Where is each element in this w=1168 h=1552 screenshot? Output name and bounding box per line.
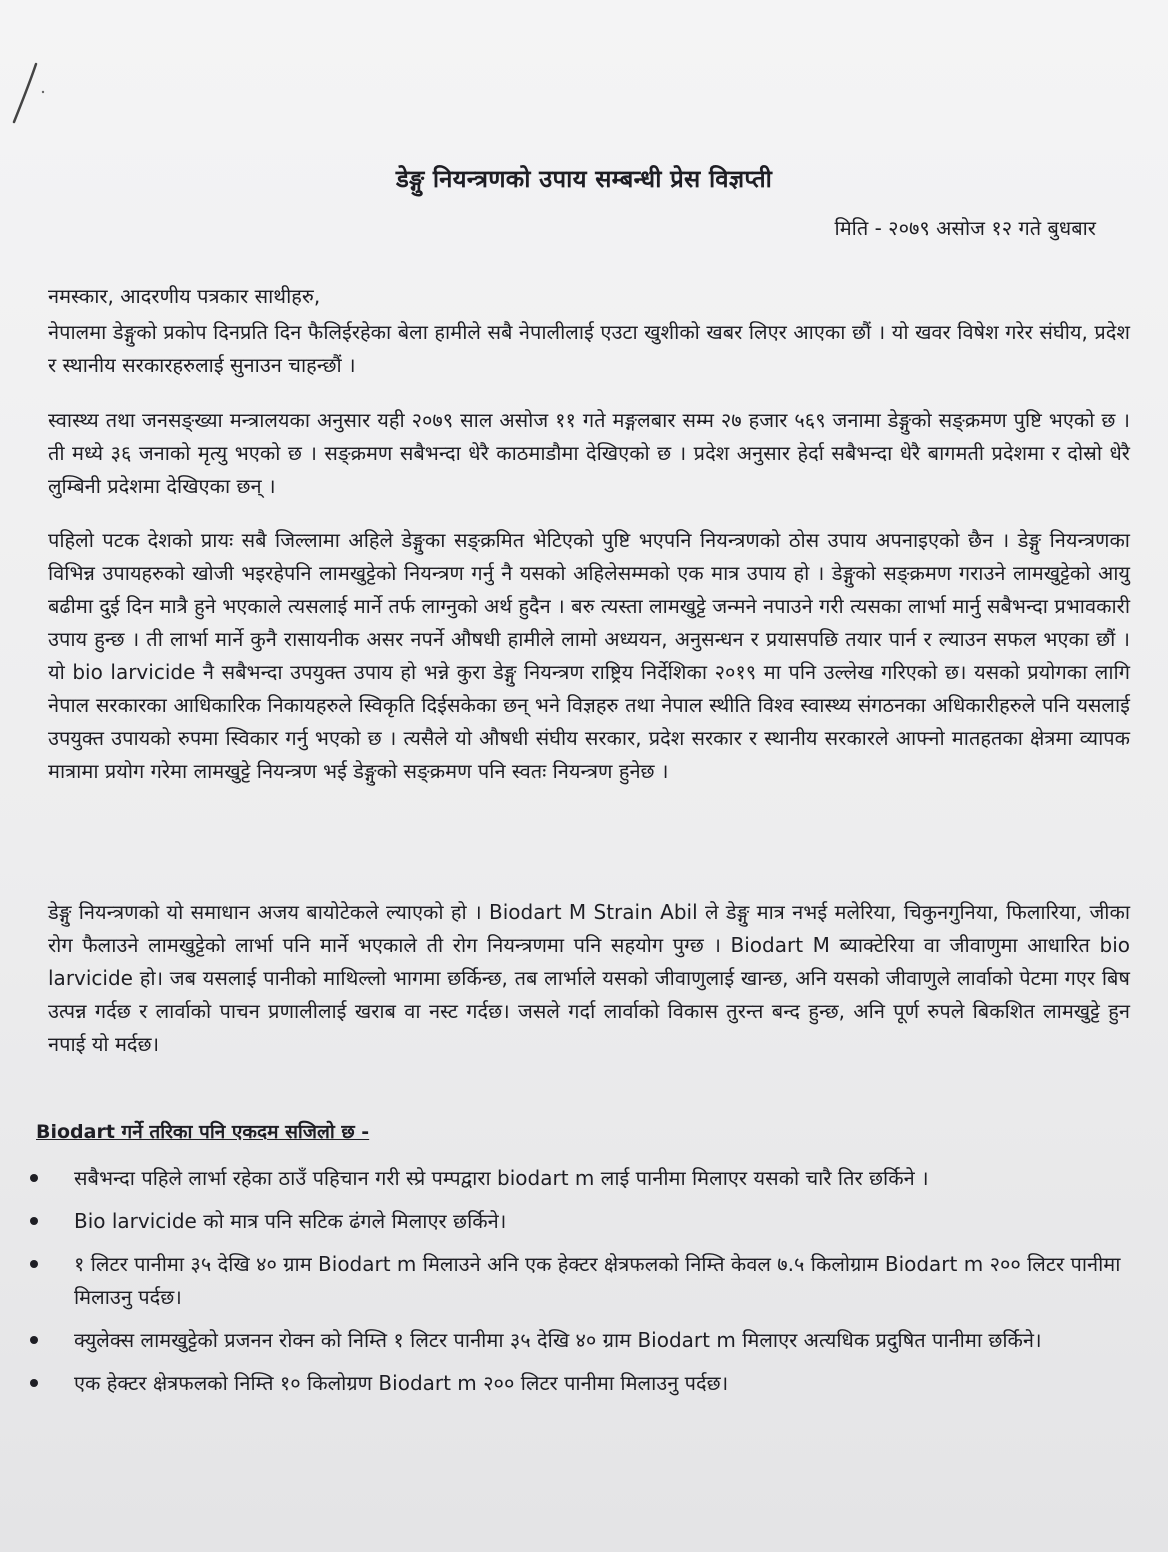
paragraph: डेङ्गु नियन्त्रणको यो समाधान अजय बायोटेकले ल्याएको हो । Biodart M Strain Abil ले डेङ्गु मात्र नभई मलेरिया, चिकुनगुनिया, फिलारिया, जीका रोग फैलाउने लामखुट्टेको लार्भा पनि मार्ने भएकाले ती रोग नियन्त्रणमा पनि सहयोग पुग्छ । Biodart M ब्याक्टेरिया वा जीवाणुमा आधारित bio larvicide हो। जब यसलाई पानीको माथिल्लो भागमा छर्किन्छ, तब लार्भाले यसको जीवाणुलाई खान्छ, अनि यसको जीवाणुले लार्वाको पेटमा गएर बिष उत्पन्न गर्दछ र लार्वाको पाचन प्रणालीलाई खराब वा नस्ट गर्दछ। जसले गर्दा लार्वाको विकास तुरन्त बन्द हुन्छ, अनि पूर्ण रुपले बिकशित लामखुट्टे हुन नपाई यो मर्दछ। bbox=[48, 900, 1130, 1056]
bullet-dot-icon bbox=[30, 1217, 38, 1225]
list-item bbox=[30, 1205, 1146, 1238]
list-item bbox=[30, 1162, 1146, 1195]
list-item-text: १ लिटर पानीमा ३५ देखि ४० ग्राम Biodart m मिलाउने अनि एक हेक्टर क्षेत्रफलको निम्ति केवल ७.५ किलोग्राम Biodart m २०० लिटर पानीमा मिलाउनु पर्दछ। bbox=[74, 1252, 1121, 1309]
paragraph: स्वास्थ्य तथा जनसङ्ख्या मन्त्रालयका अनुसार यही २०७९ साल असोज ११ गते मङ्गलबार सम्म २७ हजार ५६९ जनामा डेङ्गुको सङ्क्रमण पुष्टि भएको छ । ती मध्ये ३६ जनाको मृत्यु भएको छ । सङ्क्रमण सबैभन्दा धेरै काठमाडौमा देखिएको छ । प्रदेश अनुसार हेर्दा सबैभन्दा धेरै बागमती प्रदेशमा र दोस्रो धेरै लुम्बिनी प्रदेशमा देखिएका छन् । bbox=[48, 408, 1130, 498]
bullet-dot-icon bbox=[30, 1260, 38, 1268]
paragraph: नेपालमा डेङ्गुको प्रकोप दिनप्रति दिन फैलिईरहेका बेला हामीले सबै नेपालीलाई एउटा खुशीको खबर लिएर आएका छौं । यो खवर विषेश गरेर संघीय, प्रदेश र स्थानीय सरकारहरुलाई सुनाउन चाहन्छौं । bbox=[48, 320, 1130, 377]
list-item bbox=[30, 1324, 1146, 1357]
document-date: मिति - २०७९ असोज १२ गते बुधबार bbox=[834, 216, 1096, 240]
paragraph: पहिलो पटक देशको प्रायः सबै जिल्लामा अहिले डेङ्गुका सङ्क्रमित भेटिएको पुष्टि भएपनि नियन्त्रणको ठोस उपाय अपनाइएको छैन । डेङ्गु नियन्त्रणका विभिन्न उपायहरुको खोजी भइरहेपनि लामखुट्टेको नियन्त्रण गर्नु नै यसको अहिलेसम्मको एक मात्र उपाय हो । डेङ्गुको सङ्क्रमण गराउने लामखुट्टेको आयु बढीमा दुई दिन मात्रै हुने भएकाले त्यसलाई मार्ने तर्फ लाग्नुको अर्थ हुदैन । बरु त्यस्ता लामखुट्टे जन्मने नपाउने गरी त्यसका लार्भा मार्नु सबैभन्दा प्रभावकारी उपाय हुन्छ । ती लार्भा मार्ने कुनै रासायनीक असर नपर्ने औषधी हामीले लामो अध्ययन, अनुसन्धन र प्रयासपछि तयार पार्न र ल्याउन सफल भएका छौं । यो bio larvicide नै सबैभन्दा उपयुक्त उपाय हो भन्ने कुरा डेङ्गु नियन्त्रण राष्ट्रिय निर्देशिका २०१९ मा पनि उल्लेख गरिएको छ। यसको प्रयोगका लागि नेपाल सरकारका आधिकारिक निकायहरुले स्विकृति दिईसकेका छन् भने विज्ञहरु तथा नेपाल स्थीति विश्व स्वास्थ्य संगठनका अधिकारीहरुले पनि यसलाई उपयुक्त उपायको रुपमा स्विकार गर्नु भएको छ । त्यसैले यो औषधी संघीय सरकार, प्रदेश सरकार र स्थानीय सरकारले आफ्नो मातहतका क्षेत्रमा व्यापक मात्रामा प्रयोग गरेमा लामखुट्टे नियन्त्रण भई डेङ्गुको सङ्क्रमण पनि स्वतः नियन्त्रण हुनेछ । bbox=[48, 528, 1130, 783]
bullet-dot-icon bbox=[30, 1336, 38, 1344]
list-item-text: सबैभन्दा पहिले लार्भा रहेका ठाउँ पहिचान गरी स्प्रे पम्पद्वारा biodart m लाई पानीमा मिलाएर यसको चारै तिर छर्किने । bbox=[74, 1166, 929, 1190]
pen-stroke-mark bbox=[6, 58, 46, 128]
list-item-text: एक हेक्टर क्षेत्रफलको निम्ति १० किलोग्रण Biodart m २०० लिटर पानीमा मिलाउनु पर्दछ। bbox=[74, 1371, 729, 1395]
list-item-text: क्युलेक्स लामखुट्टेको प्रजनन रोक्न को निम्ति १ लिटर पानीमा ३५ देखि ४० ग्राम Biodart m मिलाएर अत्यधिक प्रदुषित पानीमा छर्किने। bbox=[74, 1328, 1042, 1352]
bullet-dot-icon bbox=[30, 1174, 38, 1182]
list-item bbox=[30, 1248, 1146, 1314]
section-heading: Biodart गर्ने तरिका पनि एकदम सजिलो छ - bbox=[36, 1121, 370, 1143]
list-item bbox=[30, 1367, 1146, 1400]
list-item-text: Bio larvicide को मात्र पनि सटिक ढंगले मिलाएर छर्किने। bbox=[74, 1209, 507, 1233]
greeting: नमस्कार, आदरणीय पत्रकार साथीहरु, bbox=[48, 284, 321, 308]
instruction-list bbox=[30, 1162, 1146, 1410]
bullet-dot-icon bbox=[30, 1379, 38, 1387]
document-title: डेङ्गु नियन्त्रणको उपाय सम्बन्धी प्रेस विज्ञप्ती bbox=[395, 165, 773, 193]
